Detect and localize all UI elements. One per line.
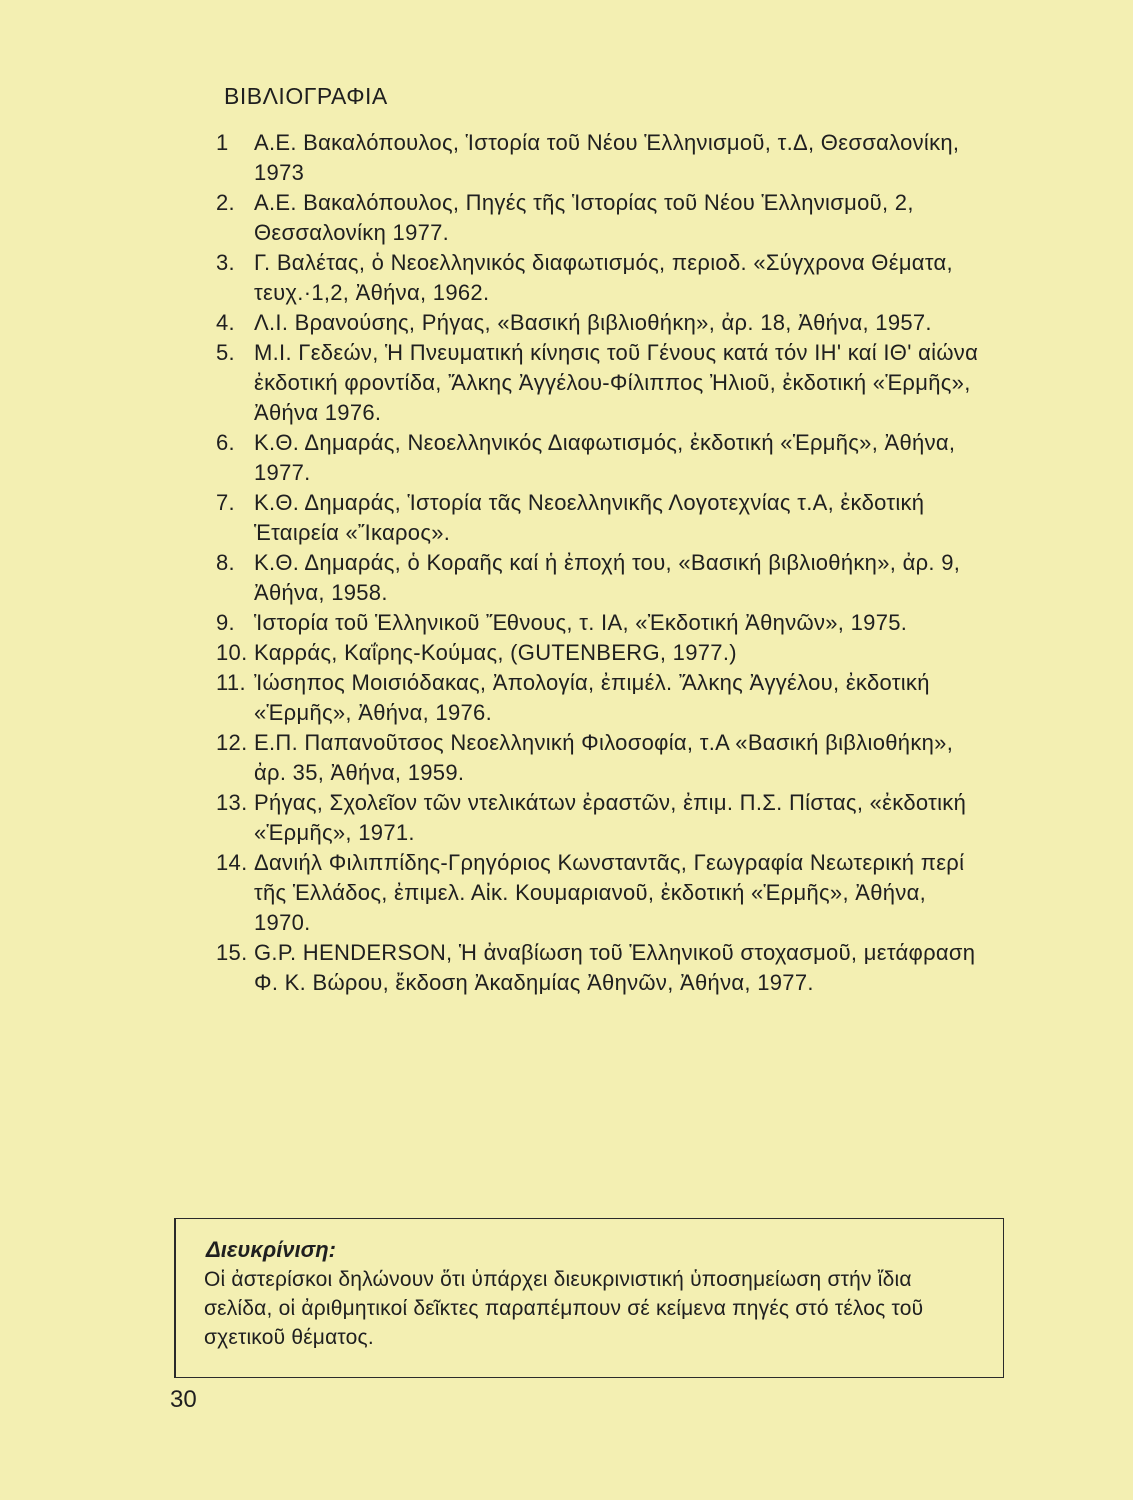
entry-number: 14.: [216, 850, 248, 875]
bibliography-entry: [216, 728, 986, 788]
entry-text: Ἱστορία τοῦ Ἑλληνικοῦ Ἔθνους, τ. ΙΑ, «Ἐκδοτική Ἀθηνῶν», 1975.: [254, 610, 908, 635]
entry-number: 11.: [216, 670, 246, 695]
bibliography-entry: [216, 938, 986, 998]
entry-text: Ἰώσηπος Μοισιόδακας, Ἀπολογία, ἐπιμέλ. Ἄλκης Ἀγγέλου, ἐκδοτική «Ἑρμῆς», Ἀθήνα, 1976.: [254, 670, 930, 725]
bibliography-entry: [216, 248, 986, 308]
entry-number: 12.: [216, 730, 248, 755]
clarification-title: Διευκρίνιση:: [206, 1237, 337, 1262]
bibliography-entry: [216, 308, 986, 338]
bibliography-entry: [216, 548, 986, 608]
entry-number: 10.: [216, 640, 248, 665]
bibliography-entry: [216, 668, 986, 728]
entry-text: Α.Ε. Βακαλόπουλος, Ἱστορία τοῦ Νέου Ἑλληνισμοῦ, τ.Δ, Θεσσαλονίκη, 1973: [254, 130, 960, 185]
entry-number: 6.: [216, 430, 235, 455]
bibliography-entry: [216, 608, 986, 638]
entry-text: Ρήγας, Σχολεῖον τῶν ντελικάτων ἐραστῶν, ἐπιμ. Π.Σ. Πίστας, «ἐκδοτική «Ἑρμῆς», 1971.: [254, 790, 967, 845]
clarification-box: [174, 1218, 1004, 1378]
entry-text: Γ. Βαλέτας, ὁ Νεοελληνικός διαφωτισμός, περιοδ. «Σύγχρονα Θέματα, τευχ.·1,2, Ἀθήνα, 1962.: [254, 250, 953, 305]
entry-text: Μ.Ι. Γεδεών, Ἡ Πνευματική κίνησις τοῦ Γένους κατά τόν ΙΗ' καί ΙΘ' αἰώνα ἐκδοτική φροντίδα, Ἄλκης Ἀγγέλου-Φίλιππος Ἠλιοῦ, ἐκδοτική «Ἑρμῆς», Ἀθήνα 1976.: [254, 340, 979, 425]
bibliography-entry: [216, 188, 986, 248]
bibliography-heading: ΒΙΒΛΙΟΓΡΑΦΙΑ: [224, 83, 388, 109]
entry-number: 1: [216, 130, 229, 155]
clarification-text: Οἱ ἀστερίσκοι δηλώνουν ὅτι ὑπάρχει διευκρινιστική ὑποσημείωση στήν ἴδια σελίδα, οἱ ἀριθμητικοί δεῖκτες παραπέμπουν σέ κείμενα πηγές στό τέλος τοῦ σχετικοῦ θέματος.: [204, 1268, 924, 1349]
entry-number: 8.: [216, 550, 235, 575]
entry-number: 13.: [216, 790, 248, 815]
entry-text: Κ.Θ. Δημαράς, ὁ Κοραῆς καί ἡ ἐποχή του, «Βασική βιβλιοθήκη», ἀρ. 9, Ἀθήνα, 1958.: [254, 550, 961, 605]
entry-text: Κ.Θ. Δημαράς, Νεοελληνικός Διαφωτισμός, ἐκδοτική «Ἑρμῆς», Ἀθήνα, 1977.: [254, 430, 956, 485]
entry-number: 9.: [216, 610, 235, 635]
entry-text: Α.Ε. Βακαλόπουλος, Πηγές τῆς Ἱστορίας τοῦ Νέου Ἑλληνισμοῦ, 2, Θεσσαλονίκη 1977.: [254, 190, 914, 245]
page-number: 30: [170, 1386, 197, 1413]
entry-number: 7.: [216, 490, 235, 515]
bibliography-entry: [216, 638, 986, 668]
bibliography-entry: [216, 488, 986, 548]
entry-text: Δανιήλ Φιλιππίδης-Γρηγόριος Κωνσταντᾶς, Γεωγραφία Νεωτερική περί τῆς Ἑλλάδος, ἐπιμελ. Αἰκ. Κουμαριανοῦ, ἐκδοτική «Ἑρμῆς», Ἀθήνα, 1970.: [254, 850, 965, 935]
entry-number: 15.: [216, 940, 248, 965]
entry-number: 4.: [216, 310, 235, 335]
bibliography-list: [216, 128, 986, 998]
entry-text: Λ.Ι. Βρανούσης, Ρήγας, «Βασική βιβλιοθήκη», ἀρ. 18, Ἀθήνα, 1957.: [254, 310, 932, 335]
entry-number: 5.: [216, 340, 235, 365]
bibliography-entry: [216, 848, 986, 938]
entry-number: 2.: [216, 190, 235, 215]
entry-text: G.P. HENDERSON, Ἡ ἀναβίωση τοῦ Ἑλληνικοῦ στοχασμοῦ, μετάφραση Φ. Κ. Βώρου, ἔκδοση Ἀκαδημίας Ἀθηνῶν, Ἀθήνα, 1977.: [254, 940, 976, 995]
entry-text: Κ.Θ. Δημαράς, Ἱστορία τᾶς Νεοελληνικῆς Λογοτεχνίας τ.Α, ἐκδοτική Ἑταιρεία «Ἴκαρος».: [254, 490, 925, 545]
entry-text: Καρράς, Καΐρης-Κούμας, (GUTENBERG, 1977.): [254, 640, 737, 665]
entry-number: 3.: [216, 250, 235, 275]
bibliography-entry: [216, 338, 986, 428]
bibliography-entry: [216, 428, 986, 488]
entry-text: Ε.Π. Παπανοῦτσος Νεοελληνική Φιλοσοφία, τ.Α «Βασική βιβλιοθήκη», ἀρ. 35, Ἀθήνα, 1959.: [254, 730, 954, 785]
bibliography-entry: [216, 788, 986, 848]
bibliography-entry: [216, 128, 986, 188]
